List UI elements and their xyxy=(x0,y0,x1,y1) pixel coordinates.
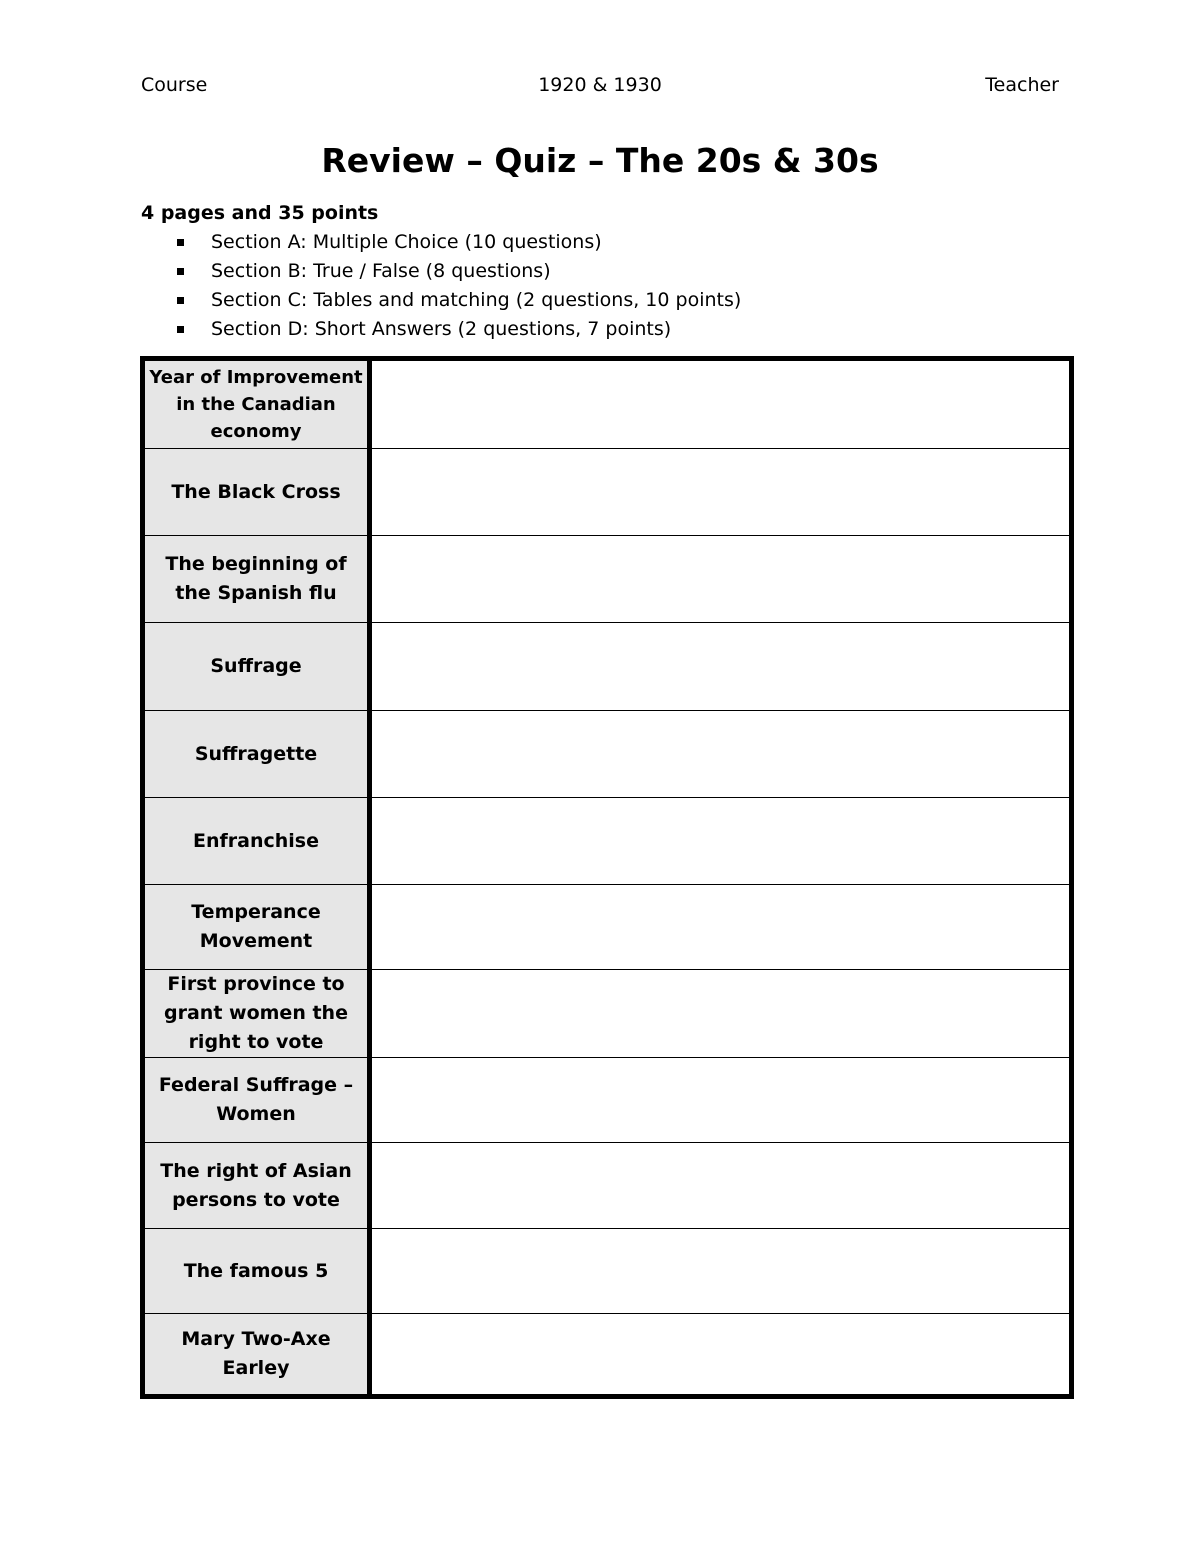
answer-cell[interactable] xyxy=(372,449,1069,535)
terms-table xyxy=(140,356,1074,1399)
section-label: Section D: Short Answers (2 questions, 7 points) xyxy=(211,318,672,340)
term-cell: Suffragette xyxy=(194,742,318,765)
table-row xyxy=(145,449,1069,536)
header-teacher: Teacher xyxy=(985,74,1059,96)
section-item xyxy=(175,257,741,286)
section-item xyxy=(175,286,741,315)
answer-cell[interactable] xyxy=(372,1314,1069,1394)
table-row xyxy=(145,536,1069,623)
term-cell: The Black Cross xyxy=(171,480,341,503)
section-label: Section A: Multiple Choice (10 questions) xyxy=(211,231,602,253)
table-row xyxy=(145,798,1069,885)
answer-cell[interactable] xyxy=(372,798,1069,884)
answer-cell[interactable] xyxy=(372,361,1069,448)
section-label: Section C: Tables and matching (2 questions, 10 points) xyxy=(211,289,742,311)
term-cell: Temperance Movement xyxy=(191,901,321,952)
table-row xyxy=(145,1143,1069,1229)
square-bullet-icon xyxy=(177,268,184,275)
term-cell: Mary Two-Axe Earley xyxy=(181,1328,331,1379)
answer-cell[interactable] xyxy=(372,536,1069,622)
answer-cell[interactable] xyxy=(372,970,1069,1057)
square-bullet-icon xyxy=(177,326,184,333)
section-label: Section B: True / False (8 questions) xyxy=(211,260,551,282)
table-row xyxy=(145,1314,1069,1394)
table-row xyxy=(145,711,1069,798)
page-title: Review – Quiz – The 20s & 30s xyxy=(321,141,879,180)
answer-cell[interactable] xyxy=(372,1058,1069,1142)
page-header xyxy=(141,72,1059,98)
section-list xyxy=(175,228,741,344)
term-cell: Year of Improvement in the Canadian economy xyxy=(149,367,363,442)
answer-cell[interactable] xyxy=(372,1143,1069,1228)
term-cell: The famous 5 xyxy=(183,1259,329,1282)
square-bullet-icon xyxy=(177,297,184,304)
header-course: Course xyxy=(141,74,208,96)
term-cell: Federal Suffrage – Women xyxy=(158,1074,354,1125)
table-row xyxy=(145,361,1069,449)
term-cell: The right of Asian persons to vote xyxy=(160,1159,352,1211)
answer-cell[interactable] xyxy=(372,623,1069,710)
table-row xyxy=(145,1229,1069,1314)
quiz-summary: 4 pages and 35 points xyxy=(141,202,379,224)
term-cell: The beginning of the Spanish flu xyxy=(165,553,347,604)
table-row xyxy=(145,1058,1069,1143)
table-row xyxy=(145,623,1069,711)
table-row xyxy=(145,970,1069,1058)
header-years: 1920 & 1930 xyxy=(538,74,662,96)
table-row xyxy=(145,885,1069,970)
answer-cell[interactable] xyxy=(372,1229,1069,1313)
square-bullet-icon xyxy=(177,239,184,246)
term-cell: Suffrage xyxy=(210,655,302,677)
term-cell: Enfranchise xyxy=(193,829,319,852)
section-item xyxy=(175,228,741,257)
answer-cell[interactable] xyxy=(372,711,1069,797)
answer-cell[interactable] xyxy=(372,885,1069,969)
section-item xyxy=(175,315,741,344)
term-cell: First province to grant women the right to vote xyxy=(164,973,348,1053)
